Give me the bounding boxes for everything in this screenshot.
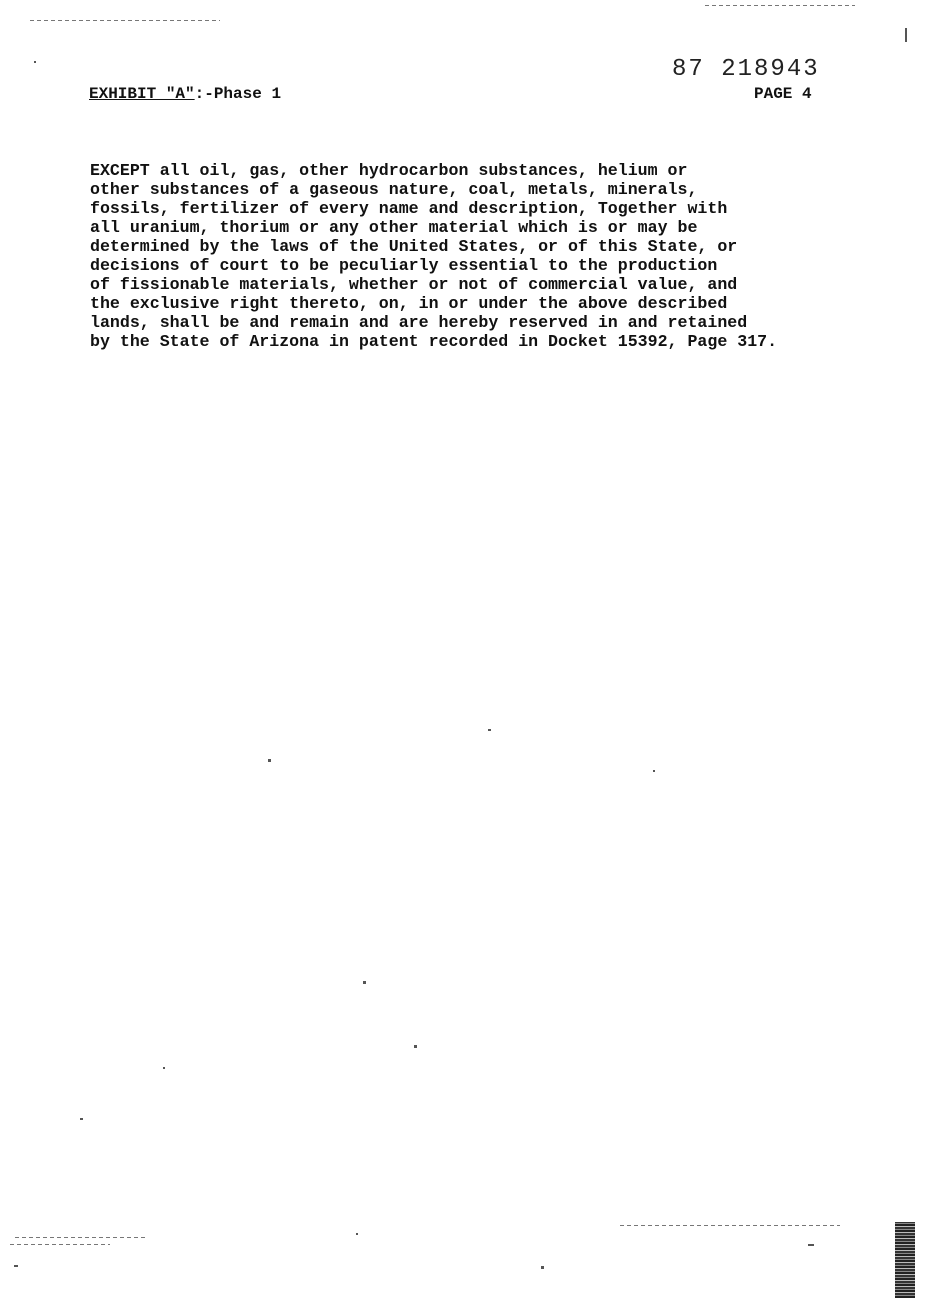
scan-noise-top-right bbox=[705, 5, 855, 6]
paragraph-line: fossils, fertilizer of every name and description, Together with bbox=[90, 199, 728, 218]
paragraph-line: EXCEPT all oil, gas, other hydrocarbon substances, helium or bbox=[90, 161, 688, 180]
scan-speck bbox=[808, 1244, 814, 1246]
scan-speck bbox=[356, 1233, 358, 1235]
scan-noise-bottom-left-2 bbox=[10, 1244, 110, 1245]
scan-speck bbox=[363, 981, 366, 984]
exhibit-title-suffix: :-Phase 1 bbox=[194, 85, 282, 103]
scan-speck bbox=[80, 1118, 83, 1120]
exhibit-title bbox=[89, 85, 281, 103]
scan-speck bbox=[163, 1067, 165, 1069]
paragraph-line: of fissionable materials, whether or not of commercial value, and bbox=[90, 275, 738, 294]
paragraph-line: all uranium, thorium or any other material which is or may be bbox=[90, 218, 698, 237]
scan-speck bbox=[34, 61, 36, 63]
scan-noise-bottom-right bbox=[620, 1225, 840, 1226]
paragraph-line: decisions of court to be peculiarly essential to the production bbox=[90, 256, 718, 275]
scan-noise-top-left bbox=[30, 20, 220, 21]
scan-speck bbox=[414, 1045, 417, 1048]
scan-speck bbox=[488, 729, 491, 731]
scan-speck bbox=[541, 1266, 544, 1269]
scan-edge-mark bbox=[895, 1222, 915, 1298]
paragraph-line: the exclusive right thereto, on, in or under the above described bbox=[90, 294, 728, 313]
legal-description-paragraph bbox=[90, 161, 830, 351]
scan-speck bbox=[14, 1265, 18, 1267]
recording-number: 87 218943 bbox=[672, 56, 820, 83]
scan-speck bbox=[905, 28, 907, 42]
paragraph-line: lands, shall be and remain and are hereby reserved in and retained bbox=[90, 313, 748, 332]
paragraph-line: by the State of Arizona in patent recorded in Docket 15392, Page 317. bbox=[90, 332, 778, 351]
exhibit-title-prefix: EXHIBIT "A" bbox=[89, 85, 195, 103]
paragraph-line: other substances of a gaseous nature, coal, metals, minerals, bbox=[90, 180, 698, 199]
scan-speck bbox=[653, 770, 655, 772]
page-label: PAGE 4 bbox=[754, 85, 812, 103]
scan-speck bbox=[268, 759, 271, 762]
paragraph-line: determined by the laws of the United States, or of this State, or bbox=[90, 237, 738, 256]
scan-noise-bottom-left bbox=[15, 1237, 145, 1238]
